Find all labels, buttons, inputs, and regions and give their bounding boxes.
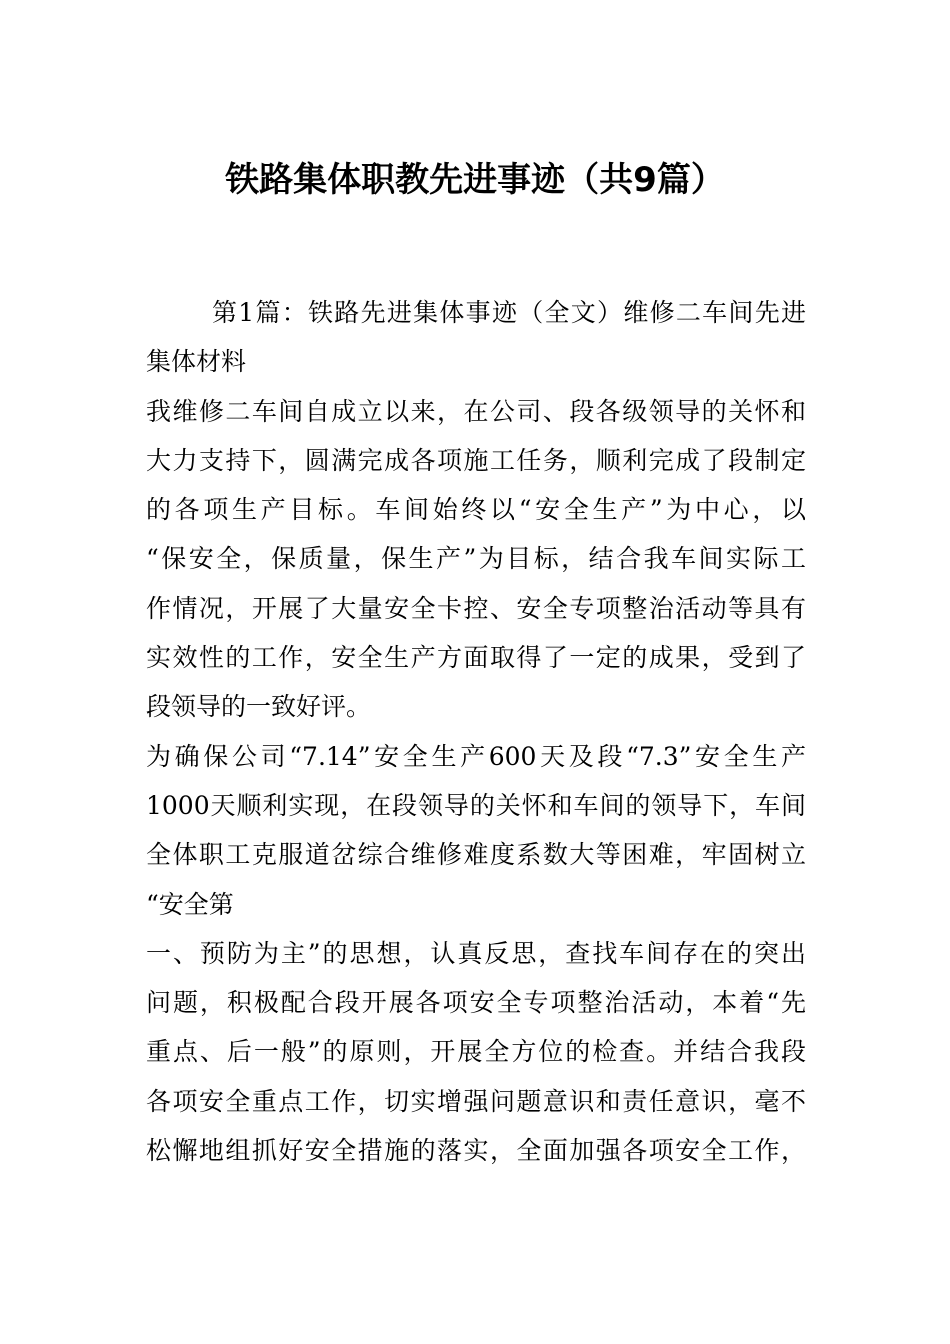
paragraph-line: 大力支持下，圆满完成各项施工任务，顺利完成了段制定 xyxy=(146,445,806,475)
paragraph-line: 我维修二车间自成立以来，在公司、段各级领导的关怀和 xyxy=(146,396,806,426)
document-title: 铁路集体职教先进事迹（共9篇） xyxy=(225,160,725,200)
paragraph-line: 的各项生产目标。车间始终以“安全生产”为中心，以 xyxy=(146,495,806,525)
paragraph-line: 重点、后一般”的原则，开展全方位的检查。并结合我段 xyxy=(146,1037,806,1067)
paragraph-line: 全体职工克服道岔综合维修难度系数大等困难，牢固树立 xyxy=(146,840,806,870)
paragraph-line: 1000天顺利实现，在段领导的关怀和车间的领导下，车间 xyxy=(146,790,806,820)
paragraph-line: 松懈地组抓好安全措施的落实，全面加强各项安全工作， xyxy=(146,1136,806,1166)
paragraph-line: 第1篇：铁路先进集体事迹（全文）维修二车间先进 xyxy=(212,298,806,327)
paragraph-line: 集体材料 xyxy=(146,347,247,377)
paragraph-line: “安全第 xyxy=(146,889,234,919)
paragraph-line: 实效性的工作，安全生产方面取得了一定的成果，受到了 xyxy=(146,643,806,673)
paragraph-line: 一、预防为主”的思想，认真反思，查找车间存在的突出 xyxy=(146,938,806,968)
paragraph-line: “保安全，保质量，保生产”为目标，结合我车间实际工 xyxy=(146,544,806,574)
paragraph-line: 作情况，开展了大量安全卡控、安全专项整治活动等具有 xyxy=(146,593,806,623)
paragraph-line: 问题，积极配合段开展各项安全专项整治活动，本着“先 xyxy=(146,988,806,1018)
paragraph-line: 为确保公司“7.14”安全生产600天及段“7.3”安全生产 xyxy=(146,741,806,771)
document-body xyxy=(146,288,806,1175)
paragraph-line: 段领导的一致好评。 xyxy=(146,692,372,722)
paragraph-line: 各项安全重点工作，切实增强问题意识和责任意识，毫不 xyxy=(146,1086,806,1116)
